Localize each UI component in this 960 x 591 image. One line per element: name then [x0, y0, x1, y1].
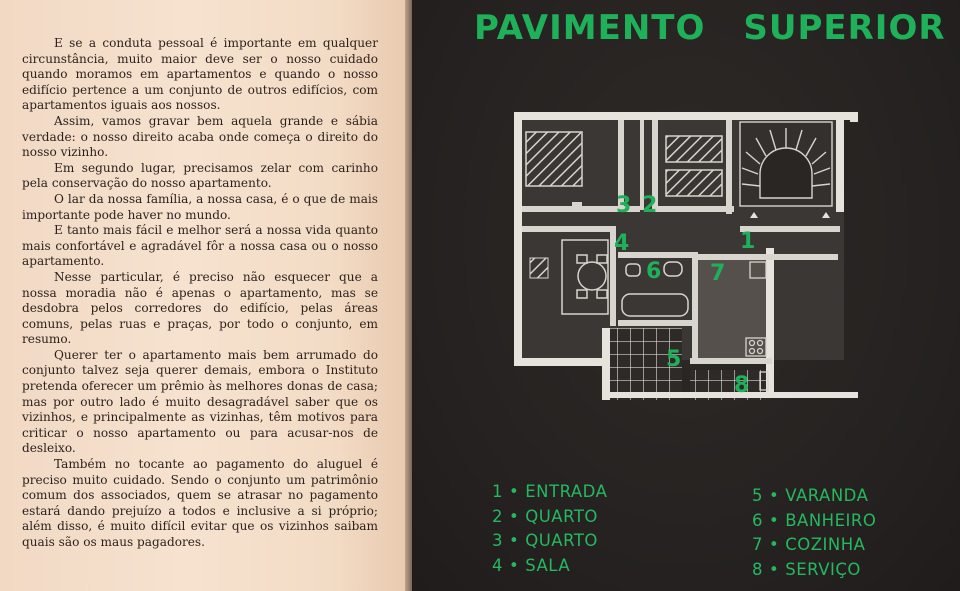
bed-icon: [526, 132, 582, 186]
room-number: 3: [616, 193, 632, 218]
right-page: [412, 0, 960, 591]
title-word-1: PAVIMENTO: [474, 8, 706, 48]
paragraph: Em segundo lugar, precisamos zelar com carinho pela conservação do nosso apartamento.: [22, 160, 378, 191]
legend-item: 1 • ENTRADA: [492, 482, 608, 501]
cabinet-icon: [530, 258, 548, 278]
legend-right: [752, 486, 876, 584]
room-number: 5: [666, 347, 682, 372]
bed-icon: [666, 170, 722, 196]
legend-item: 6 • BANHEIRO: [752, 510, 877, 530]
legend-item: 3 • QUARTO: [492, 531, 598, 551]
legend-item: 5 • VARANDA: [752, 486, 869, 505]
paragraph: E tanto mais fácil e melhor será a nossa vida quanto mais confortável e agradável fôr a nossa casa ou o nosso apartamento.: [22, 223, 378, 269]
bed-icon: [666, 136, 722, 162]
legend-item: 8 • SERVIÇO: [752, 559, 861, 579]
paragraph: Nesse particular, é preciso não esquecer que a nossa moradia não é apenas o apartamento, mas se desdobra pelos corredores do edifício, pelas áreas comuns, pelas ruas e praças, por todo o conjunto, em resumo.: [22, 269, 378, 347]
body-text: [22, 36, 378, 551]
legend-item: 7 • COZINHA: [752, 535, 866, 555]
room-number: 2: [642, 193, 658, 218]
title-word-2: SUPERIOR: [743, 8, 946, 48]
paragraph: E se a conduta pessoal é importante em qualquer circunstância, muito maior deve ser o nosso cuidado quando moramos em apartamentos e quando o nosso edifício pertence a um conjunto de outros edifícios, com apartamentos iguais aos nossos.: [22, 36, 378, 113]
paragraph: Assim, vamos gravar bem aquela grande e sábia verdade: o nosso direito acaba onde começa o direito do nosso vizinho.: [22, 113, 378, 160]
paragraph: O lar da nossa família, a nossa casa, é o que de mais importante pode haver no mundo.: [22, 191, 378, 222]
legend-left: [492, 482, 607, 580]
legend-item: 2 • QUARTO: [492, 506, 598, 526]
left-page: [0, 0, 412, 591]
room-number: 6: [646, 259, 662, 284]
paragraph: Também no tocante ao pagamento do aluguel é preciso muito cuidado. Sendo o conjunto um patrimônio comum dos associados, quem se atrasar no pagamento estará dando prejuízo a todos e inclusive a si próprio; além disso, é muito difícil evitar que os vizinhos saibam quais são os maus pagadores.: [22, 457, 378, 549]
staircase-icon: [740, 122, 832, 206]
floor-plan: [514, 108, 879, 408]
page-title: [474, 8, 954, 48]
room-number: 1: [740, 229, 756, 254]
legend-item: 4 • SALA: [492, 555, 571, 575]
room-number: 7: [710, 261, 726, 286]
room-number: 4: [614, 231, 630, 256]
room-number: 8: [734, 373, 750, 398]
paragraph: Querer ter o apartamento mais bem arrumado do conjunto talvez seja querer demais, embora o Instituto pretenda oferecer um prêmio às melhores donas de casa; mas por outro lado é muito desagradável saber que os vizinhos, e principalmente as vizinhas, têm motivos para criticar o nosso apartamento ou para acusar-nos de desleixo.: [22, 347, 378, 456]
